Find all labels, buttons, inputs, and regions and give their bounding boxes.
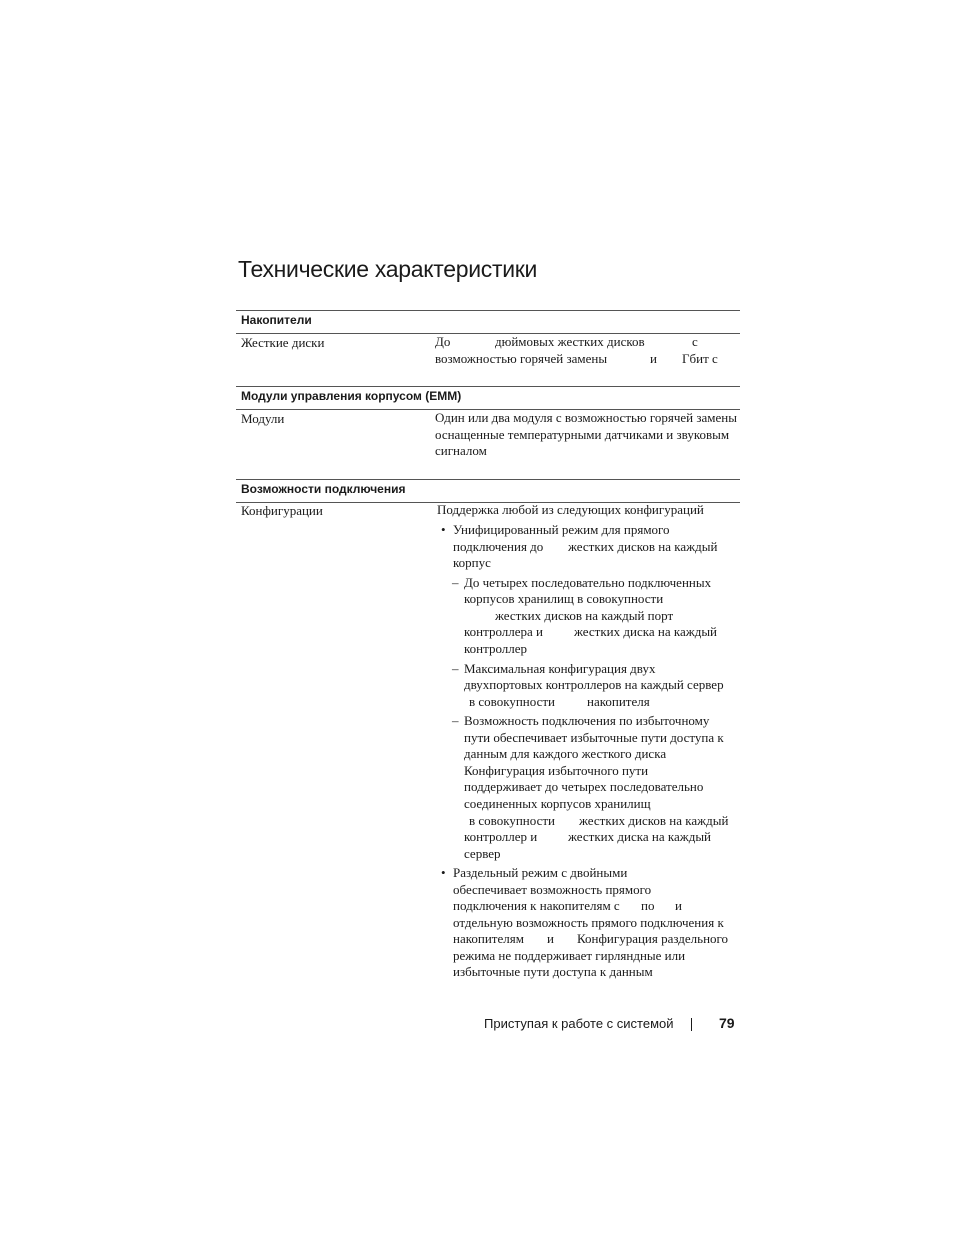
list-text: жестких диска на каждый [574, 624, 718, 639]
footer-separator [691, 1018, 692, 1031]
list-text: режима не поддерживает гирляндные или [453, 948, 686, 963]
list-text: подключения до [453, 539, 544, 554]
section-header-storage: Накопители [241, 313, 312, 327]
list-text: отдельную возможность прямого подключения к [453, 915, 724, 930]
bullet-mark: • [441, 865, 446, 880]
list-text: избыточные пути доступа к данным [453, 964, 653, 979]
list-text: данным для каждого жесткого диска [464, 746, 667, 761]
list-text: жестких дисков на каждый [568, 539, 718, 554]
list-text: корпус [453, 555, 491, 570]
list-text: соединенных корпусов хранилищ [464, 796, 651, 811]
section-header-connectivity: Возможности подключения [241, 482, 406, 496]
section-rule [236, 386, 740, 387]
list-text: по [641, 898, 655, 913]
bullet-mark: • [441, 522, 446, 537]
section-header-emm: Модули управления корпусом (EMM) [241, 389, 462, 403]
value-text: дюймовых жестких дисков [495, 334, 645, 349]
list-text: Максимальная конфигурация двух [464, 661, 656, 676]
list-text: пути обеспечивает избыточные пути доступа к [464, 730, 724, 745]
list-text: Конфигурация избыточного пути [464, 763, 649, 778]
value-text: и [650, 351, 657, 366]
list-text: и [675, 898, 682, 913]
dash-mark: – [452, 661, 459, 676]
list-text: корпусов хранилищ в совокупности [464, 591, 664, 606]
list-text: контроллера и [464, 624, 544, 639]
list-text: двухпортовых контроллеров на каждый сервер [464, 677, 724, 692]
list-text: в совокупности [469, 813, 555, 828]
configurations-intro: Поддержка любой из следующих конфигураций [437, 502, 704, 517]
section-rule [236, 479, 740, 480]
row-label-hard-drives: Жесткие диски [241, 335, 325, 350]
list-text: Унифицированный режим для прямого [453, 522, 670, 537]
list-text: поддерживает до четырех последовательно [464, 779, 704, 794]
footer-chapter-title: Приступая к работе с системой [484, 1016, 674, 1031]
list-text: жестких диска на каждый [568, 829, 712, 844]
list-text: жестких дисков на каждый [579, 813, 729, 828]
list-text: и [547, 931, 554, 946]
row-value-modules: Один или два модуля с возможностью горячей замены оснащенные температурными датчиками и звуковым сигналом [435, 410, 737, 459]
value-text: Гбит с [682, 351, 718, 366]
value-text: До [435, 334, 451, 349]
section-rule [236, 333, 740, 334]
row-label-modules: Модули [241, 411, 285, 426]
list-text: накопителям [453, 931, 524, 946]
list-text: Возможность подключения по избыточному [464, 713, 710, 728]
value-text: с [692, 334, 698, 349]
list-text: контроллер и [464, 829, 538, 844]
list-text: сервер [464, 846, 501, 861]
dash-mark: – [452, 575, 459, 590]
table-top-rule [236, 310, 740, 311]
page-number: 79 [719, 1015, 735, 1031]
list-text: накопителя [587, 694, 650, 709]
list-text: контроллер [464, 641, 528, 656]
row-label-configurations: Конфигурации [241, 503, 323, 518]
list-text: Конфигурация раздельного [577, 931, 729, 946]
list-text: Раздельный режим с двойными [453, 865, 628, 880]
list-text: жестких дисков на каждый порт [495, 608, 674, 623]
list-text: До четырех последовательно подключенных [464, 575, 712, 590]
list-text: в совокупности [469, 694, 555, 709]
value-text: возможностью горячей замены [435, 351, 608, 366]
dash-mark: – [452, 713, 459, 728]
page-title: Технические характеристики [238, 256, 538, 282]
list-text: обеспечивает возможность прямого [453, 882, 652, 897]
list-text: подключения к накопителям с [453, 898, 620, 913]
